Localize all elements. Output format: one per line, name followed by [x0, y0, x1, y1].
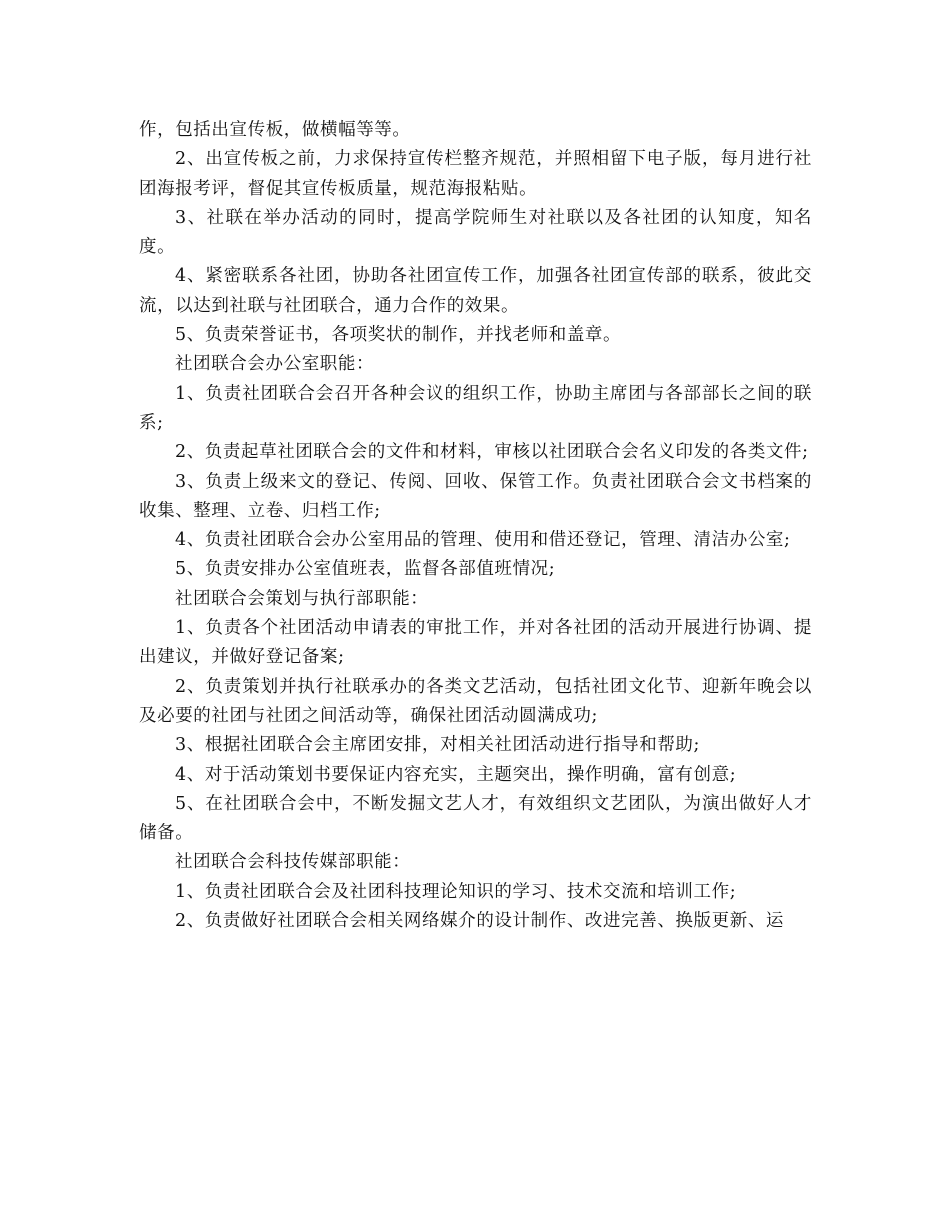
list-item: 2、出宣传板之前，力求保持宣传栏整齐规范，并照相留下电子版，每月进行社团海报考评，督促其宣传板质量，规范海报粘贴。 [139, 149, 812, 199]
list-item: 2、负责做好社团联合会相关网络媒介的设计制作、改进完善、换版更新、运 [175, 911, 785, 932]
paragraph-continuation: 作，包括出宣传板，做横幅等等。 [139, 120, 411, 140]
list-item: 5、负责荣誉证书，各项奖状的制作，并找老师和盖章。 [175, 325, 622, 346]
section-heading-office: 社团联合会办公室职能： [175, 354, 375, 375]
document-body [139, 116, 812, 936]
list-item: 1、负责社团联合会召开各种会议的组织工作，协助主席团与各部部长之间的联系; [139, 383, 812, 433]
list-item: 3、负责上级来文的登记、传阅、回收、保管工作。负责社团联合会文书档案的收集、整理、立卷、归档工作; [139, 471, 812, 521]
list-item: 4、对于活动策划书要保证内容充实，主题突出，操作明确，富有创意; [175, 764, 737, 785]
list-item: 1、负责社团联合会及社团科技理论知识的学习、技术交流和培训工作; [175, 881, 737, 902]
list-item: 5、负责安排办公室值班表，监督各部值班情况; [175, 559, 556, 580]
section-heading-tech-media: 社团联合会科技传媒部职能： [175, 852, 411, 873]
list-item: 2、负责策划并执行社联承办的各类文艺活动，包括社团文化节、迎新年晚会以及必要的社团与社团之间活动等，确保社团活动圆满成功; [139, 676, 812, 726]
list-item: 3、社联在举办活动的同时，提高学院师生对社联以及各社团的认知度，知名度。 [139, 207, 812, 258]
list-item: 5、在社团联合会中，不断发掘文艺人才，有效组织文艺团队，为演出做好人才储备。 [139, 793, 812, 844]
list-item: 2、负责起草社团联合会的文件和材料，审核以社团联合会名义印发的各类文件; [175, 442, 809, 463]
section-heading-planning: 社团联合会策划与执行部职能： [175, 588, 429, 609]
list-item: 4、负责社团联合会办公室用品的管理、使用和借还登记，管理、清洁办公室; [175, 530, 791, 551]
list-item: 4、紧密联系各社团，协助各社团宣传工作，加强各社团宣传部的联系，彼此交流，以达到社联与社团联合，通力合作的效果。 [139, 266, 812, 316]
list-item: 3、根据社团联合会主席团安排，对相关社团活动进行指导和帮助; [175, 735, 701, 756]
list-item: 1、负责各个社团活动申请表的审批工作，并对各社团的活动开展进行协调、提出建议，并做好登记备案; [139, 618, 812, 668]
